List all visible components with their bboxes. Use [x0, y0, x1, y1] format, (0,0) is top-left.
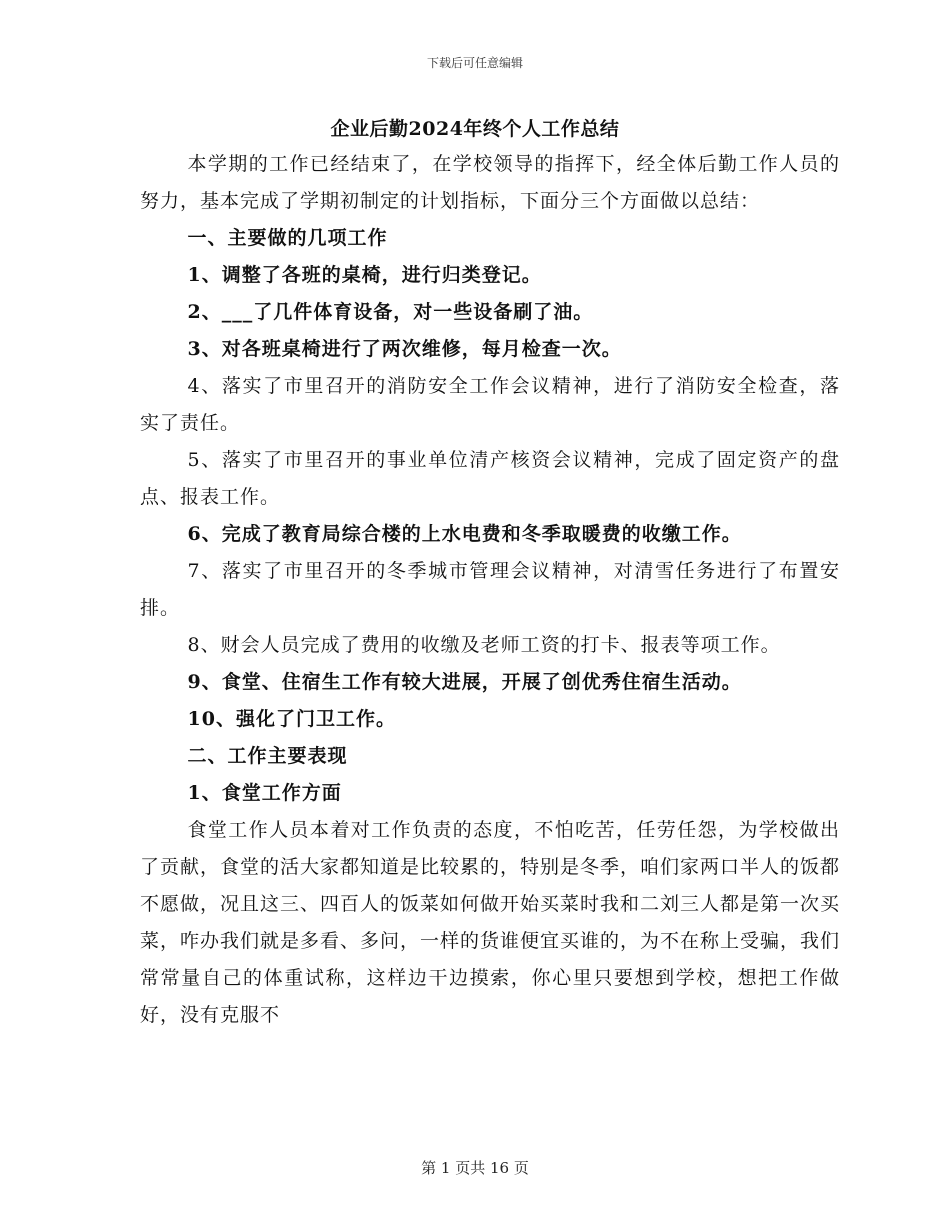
list-item: 8、财会人员完成了费用的收缴及老师工资的打卡、报表等项工作。	[187, 634, 781, 656]
list-item: 4、落实了市里召开的消防安全工作会议精神，进行了消防安全检查，落实了责任。	[140, 375, 840, 434]
header-note: 下载后可任意编辑	[426, 56, 523, 70]
subsection-heading-canteen: 1、食堂工作方面	[187, 782, 342, 804]
document-body	[140, 146, 840, 1034]
list-item: 3、对各班桌椅进行了两次维修，每月检查一次。	[187, 338, 622, 360]
document-title: 企业后勤2024年终个人工作总结	[330, 118, 620, 140]
list-item: 1、调整了各班的桌椅，进行归类登记。	[187, 264, 542, 286]
section-heading-main-work: 一、主要做的几项工作	[187, 227, 388, 249]
page-number: 第 1 页共 16 页	[421, 1159, 529, 1177]
list-item: 9、食堂、住宿生工作有较大进展，开展了创优秀住宿生活动。	[187, 671, 742, 693]
section-heading-performance: 二、工作主要表现	[187, 745, 348, 767]
list-item: 6、完成了教育局综合楼的上水电费和冬季取暖费的收缴工作。	[187, 523, 742, 545]
paragraph-canteen: 食堂工作人员本着对工作负责的态度，不怕吃苦，任劳任怨，为学校做出了贡献，食堂的活大家都知道是比较累的，特别是冬季，咱们家两口半人的饭都不愿做，况且这三、四百人的饭菜如何做开始买菜时我和二刘三人都是第一次买菜，咋办我们就是多看、多问，一样的货谁便宜买谁的，为不在称上受骗，我们常常量自己的体重试称，这样边干边摸索，你心里只要想到学校，想把工作做好，没有克服不	[140, 819, 841, 1026]
paragraph-intro: 本学期的工作已经结束了，在学校领导的指挥下，经全体后勤工作人员的努力，基本完成了学期初制定的计划指标，下面分三个方面做以总结：	[140, 153, 840, 212]
list-item: 2、___了几件体育设备，对一些设备刷了油。	[187, 301, 594, 323]
list-item: 7、落实了市里召开的冬季城市管理会议精神，对清雪任务进行了布置安排。	[140, 560, 840, 619]
list-item: 5、落实了市里召开的事业单位清产核资会议精神，完成了固定资产的盘点、报表工作。	[140, 449, 840, 508]
list-item: 10、强化了门卫工作。	[187, 708, 396, 730]
